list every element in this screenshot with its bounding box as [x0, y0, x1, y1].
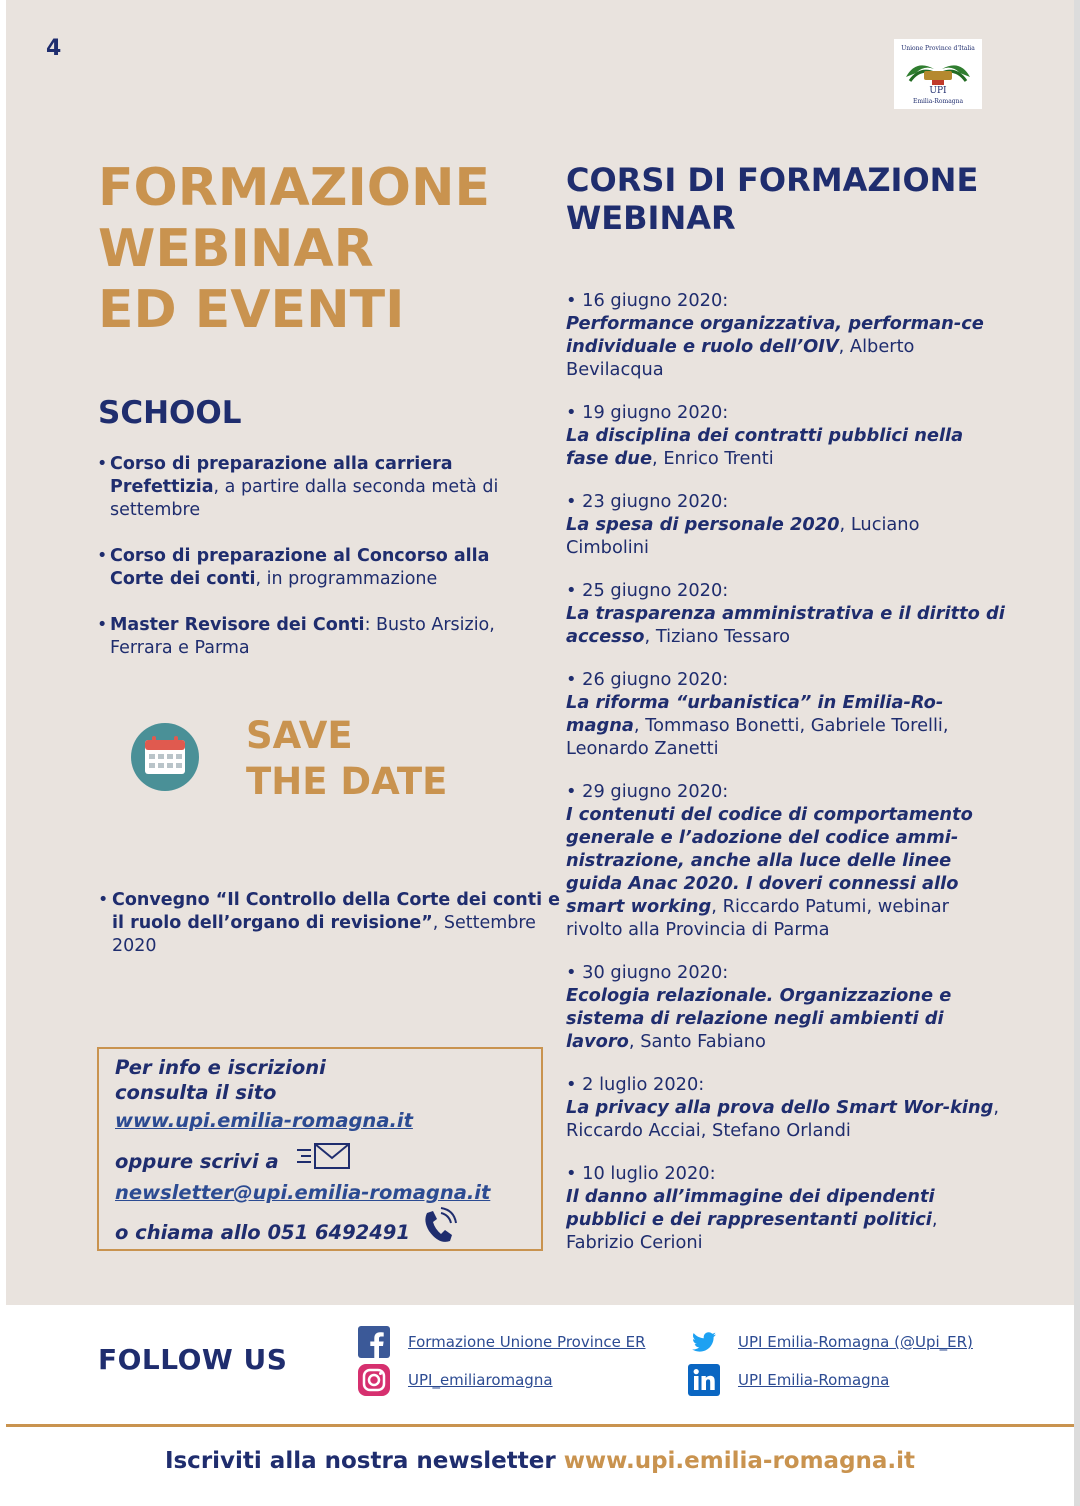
school-heading: SCHOOL: [98, 395, 242, 431]
course-speakers: , Santo Fabiano: [628, 1031, 766, 1052]
linkedin-icon: [688, 1364, 720, 1396]
main-title-line: ED EVENTI: [98, 280, 405, 340]
website-link[interactable]: www.upi.emilia-romagna.it: [115, 1109, 413, 1132]
info-line: Per info e iscrizioni: [115, 1056, 326, 1079]
email-link[interactable]: newsletter@upi.emilia-romagna.it: [115, 1181, 491, 1204]
course-list: [566, 289, 1006, 1274]
school-item-title: Master Revisore dei Conti: [110, 615, 365, 635]
twitter-label: UPI Emilia-Romagna (@Upi_ER): [738, 1333, 973, 1351]
linkedin-link[interactable]: [688, 1364, 889, 1396]
twitter-icon: [688, 1326, 720, 1358]
course-item: [566, 961, 1006, 1053]
course-title: Performance organizzativa, performan-ce individuale e ruolo dell’OIV: [566, 313, 984, 357]
course-item: [566, 490, 1006, 559]
course-date: • 10 luglio 2020:: [566, 1163, 716, 1184]
course-title: La riforma “urbanistica” in Emilia-Ro-magna: [566, 692, 944, 736]
phone-icon: [419, 1207, 459, 1247]
main-title: [98, 158, 518, 341]
page-edge: [1074, 0, 1080, 1506]
upi-logo: [894, 39, 982, 109]
course-date: • 16 giugno 2020:: [566, 290, 729, 311]
facebook-label: Formazione Unione Province ER: [408, 1333, 646, 1351]
logo-upi-text: UPI: [929, 86, 947, 96]
facebook-icon: [358, 1326, 390, 1358]
newsletter-url-link[interactable]: www.upi.emilia-romagna.it: [563, 1448, 916, 1474]
instagram-icon: [358, 1364, 390, 1396]
course-item: [566, 1073, 1006, 1142]
logo-region-text: Emilia-Romagna: [912, 98, 964, 105]
course-speakers: , Alberto Bevilacqua: [566, 336, 915, 380]
course-title: Il danno all’immagine dei dipendenti pubblici e dei rappresentanti politici: [566, 1186, 935, 1230]
course-date: • 26 giugno 2020:: [566, 669, 729, 690]
info-phone-text: o chiama allo 051 6492491: [115, 1221, 410, 1244]
course-title: La spesa di personale 2020: [566, 514, 840, 535]
school-item-detail: : Busto Arsizio, Ferrara e Parma: [110, 615, 495, 658]
convegno-item: [96, 889, 562, 958]
course-item: [566, 289, 1006, 381]
school-item: [96, 453, 546, 522]
divider: [6, 1424, 1074, 1427]
course-speakers: , Fabrizio Cerioni: [566, 1209, 938, 1253]
school-list: [96, 453, 546, 683]
course-item: [566, 579, 1006, 648]
school-item-title: Corso di preparazione al Concorso alla Corte dei conti: [110, 546, 490, 589]
save-the-date-heading: [246, 713, 447, 805]
courses-heading: [566, 161, 1006, 237]
logo-top-text: Unione Province d'Italia: [901, 45, 975, 52]
info-box: [97, 1047, 543, 1251]
info-intro: [115, 1055, 326, 1105]
course-title: I contenuti del codice di comportamento generale e l’adozione del codice ammi-nistrazione, anche alla luce delle linee guida Anac 2020. I doveri connessi allo smart working: [566, 804, 973, 917]
save-the-date-line: SAVE: [246, 714, 353, 757]
convegno-detail: , Settembre 2020: [112, 913, 536, 956]
course-item: [566, 780, 1006, 941]
course-speakers: , Riccardo Acciai, Stefano Orlandi: [566, 1097, 1000, 1141]
follow-us-heading: FOLLOW US: [98, 1343, 288, 1376]
courses-heading-line: CORSI DI FORMAZIONE: [566, 161, 979, 199]
course-speakers: , Tiziano Tessaro: [644, 626, 791, 647]
course-item: [566, 1162, 1006, 1254]
course-date: • 25 giugno 2020:: [566, 580, 729, 601]
course-item: [566, 401, 1006, 470]
course-date: • 29 giugno 2020:: [566, 781, 729, 802]
course-date: • 30 giugno 2020:: [566, 962, 729, 983]
save-the-date-line: THE DATE: [246, 760, 448, 803]
school-item: [96, 545, 546, 591]
course-date: • 19 giugno 2020:: [566, 402, 729, 423]
linkedin-label: UPI Emilia-Romagna: [738, 1371, 890, 1389]
main-title-line: WEBINAR: [98, 219, 374, 279]
course-title: La privacy alla prova dello Smart Wor-king: [566, 1097, 994, 1118]
instagram-label: UPI_emiliaromagna: [408, 1371, 553, 1389]
school-item: [96, 614, 546, 660]
school-item-detail: , in programmazione: [255, 569, 438, 589]
instagram-link[interactable]: [358, 1364, 553, 1396]
school-item-detail: , a partire dalla seconda metà di settembre: [110, 477, 499, 520]
convegno-title: Convegno “Il Controllo della Corte dei conti e il ruolo dell’organo di revisione”: [112, 890, 561, 933]
facebook-link[interactable]: [358, 1326, 646, 1358]
course-title: La trasparenza amministrativa e il diritto di accesso: [566, 603, 1005, 647]
course-speakers: , Tommaso Bonetti, Gabriele Torelli, Leonardo Zanetti: [566, 715, 949, 759]
twitter-link[interactable]: [688, 1326, 973, 1358]
courses-heading-line: WEBINAR: [566, 199, 736, 237]
page-number: 4: [46, 36, 62, 61]
content-area: [6, 0, 1074, 1305]
calendar-icon: [130, 722, 200, 792]
course-date: • 2 luglio 2020:: [566, 1074, 705, 1095]
course-title: La disciplina dei contratti pubblici nella fase due: [566, 425, 964, 469]
info-line: consulta il sito: [115, 1081, 277, 1104]
course-title: Ecologia relazionale. Organizzazione e sistema di relazione negli ambienti di lavoro: [566, 985, 952, 1052]
mail-icon: [295, 1141, 351, 1171]
info-write-text: oppure scrivi a: [115, 1150, 279, 1173]
newsletter-banner: [6, 1448, 1074, 1474]
main-title-line: FORMAZIONE: [98, 158, 491, 218]
course-speakers: , Enrico Trenti: [652, 448, 774, 469]
course-speakers: , Riccardo Patumi, webinar rivolto alla Provincia di Parma: [566, 896, 949, 940]
newsletter-text: Iscriviti alla nostra newsletter: [164, 1448, 564, 1474]
course-item: [566, 668, 1006, 760]
course-speakers: , Luciano Cimbolini: [566, 514, 920, 558]
course-date: • 23 giugno 2020:: [566, 491, 729, 512]
school-item-title: Corso di preparazione alla carriera Prefettizia: [110, 454, 453, 497]
newsletter-page: [6, 0, 1074, 1506]
